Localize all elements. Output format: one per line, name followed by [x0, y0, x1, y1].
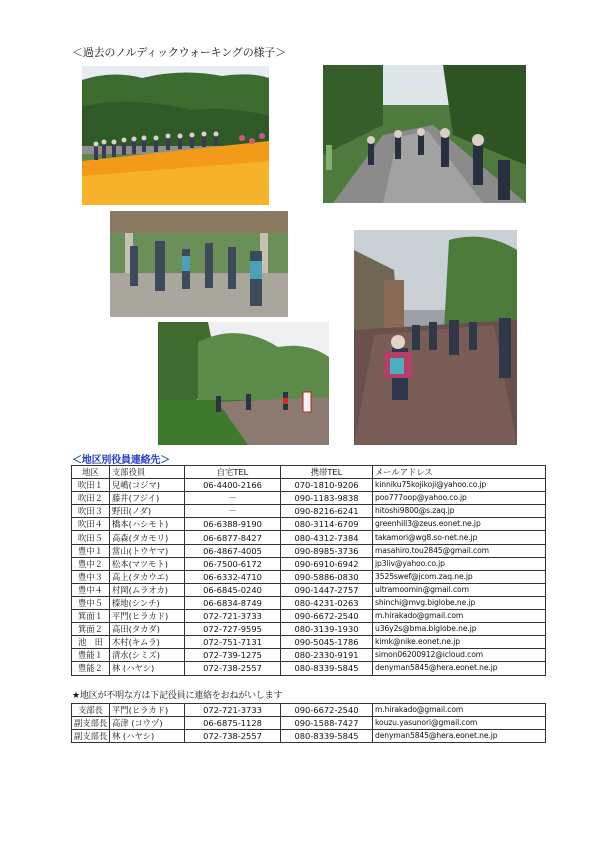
email-cell: kouzu.yasunori@gmail.com	[373, 717, 546, 730]
home-tel-cell: －	[185, 505, 281, 518]
email-cell: takamori@wg8.so-net.ne.jp	[373, 531, 546, 544]
home-tel-cell: 072-751-7131	[185, 636, 281, 649]
table-row	[72, 649, 546, 662]
header-email: メールアドレス	[373, 466, 546, 479]
home-tel-cell: 06-6875-1128	[185, 717, 281, 730]
home-tel-cell: 06-6845-0240	[185, 583, 281, 596]
mobile-tel-cell: 090-1588-7427	[281, 717, 373, 730]
mobile-tel-cell: 080-8339-5845	[281, 662, 373, 675]
table-row	[72, 479, 546, 492]
home-tel-cell: 06-7500-6172	[185, 557, 281, 570]
district-cell: 吹田４	[72, 518, 110, 531]
district-cell: 豊中４	[72, 583, 110, 596]
email-cell: jp3liv@yahoo.co.jp	[373, 557, 546, 570]
district-cell: 豊中５	[72, 596, 110, 609]
table-row	[72, 583, 546, 596]
mobile-tel-cell: 080-4312-7384	[281, 531, 373, 544]
mobile-tel-cell: 090-1447-2757	[281, 583, 373, 596]
email-cell: shinchi@mvg.biglobe.ne.jp	[373, 596, 546, 609]
officer-name-cell: 林 (ハヤシ)	[110, 730, 185, 743]
mobile-tel-cell: 080-8339-5845	[281, 730, 373, 743]
officer-name-cell: 野田(ノダ)	[110, 505, 185, 518]
email-cell: 3525swef@jcom.zaq.ne.jp	[373, 570, 546, 583]
mobile-tel-cell: 090-6910-6942	[281, 557, 373, 570]
header-district: 地区	[72, 466, 110, 479]
mobile-tel-cell: 090-8216-6241	[281, 505, 373, 518]
home-tel-cell: 072-738-2557	[185, 730, 281, 743]
district-cell: 箕面１	[72, 610, 110, 623]
officer-name-cell: 當山(トウヤマ)	[110, 544, 185, 557]
home-tel-cell: 072-721-3733	[185, 704, 281, 717]
table-header-row	[72, 466, 546, 479]
officer-name-cell: 高森(タカモリ)	[110, 531, 185, 544]
officer-name-cell: 木村(キムラ)	[110, 636, 185, 649]
photo-plaza-stretching	[110, 211, 288, 317]
photo-park-signboard	[158, 322, 329, 445]
contact-note: ★地区が不明な方は下記役員に連絡をおねがいします	[72, 691, 283, 701]
district-cell: 吹田５	[72, 531, 110, 544]
table-row	[72, 557, 546, 570]
officer-name-cell: 清水(シミズ)	[110, 649, 185, 662]
home-tel-cell: 072-739-1275	[185, 649, 281, 662]
district-cell: 吹田１	[72, 479, 110, 492]
email-cell: greenhill3@zeus.eonet.ne.jp	[373, 518, 546, 531]
mobile-tel-cell: 070-1810-9206	[281, 479, 373, 492]
table-row	[72, 636, 546, 649]
home-tel-cell: 072-721-3733	[185, 610, 281, 623]
email-cell: u36y2s@bma.biglobe.ne.jp	[373, 623, 546, 636]
photos-heading: ＜過去のノルディックウォーキングの様子＞	[72, 46, 286, 59]
mobile-tel-cell: 090-5045-1786	[281, 636, 373, 649]
table-row	[72, 662, 546, 675]
photo-forest-path-walk	[323, 65, 526, 203]
district-cell: 池 田	[72, 636, 110, 649]
officer-name-cell: 平門(ヒラカド)	[110, 704, 185, 717]
table-row	[72, 623, 546, 636]
officer-name-cell: 榛地(シンチ)	[110, 596, 185, 609]
table-row	[72, 730, 546, 743]
email-cell: masahiro.tou2845@gmail.com	[373, 544, 546, 557]
email-cell: hitoshi9800@s.zaq.jp	[373, 505, 546, 518]
table-row	[72, 531, 546, 544]
district-cell: 吹田３	[72, 505, 110, 518]
header-home-tel: 自宅TEL	[185, 466, 281, 479]
district-cell: 豊中１	[72, 544, 110, 557]
home-tel-cell: 06-6388-9190	[185, 518, 281, 531]
home-tel-cell: 06-6332-4710	[185, 570, 281, 583]
table-row	[72, 596, 546, 609]
officer-name-cell: 平門(ヒラカド)	[110, 610, 185, 623]
email-cell: denyman5845@hera.eonet.ne.jp	[373, 662, 546, 675]
district-cell: 豊能１	[72, 649, 110, 662]
home-tel-cell: 06-6877-8427	[185, 531, 281, 544]
mobile-tel-cell: 080-4231-0263	[281, 596, 373, 609]
table-row	[72, 505, 546, 518]
photo-backpack-walk	[354, 230, 517, 445]
officer-name-cell: 松本(マツモト)	[110, 557, 185, 570]
table-row	[72, 570, 546, 583]
email-cell: kinniku75kojikoji@yahoo.co.jp	[373, 479, 546, 492]
officer-name-cell: 兒嶋(コジマ)	[110, 479, 185, 492]
table-row	[72, 610, 546, 623]
district-contacts-table	[71, 465, 546, 676]
district-cell: 箕面２	[72, 623, 110, 636]
officer-name-cell: 村岡(ムラオカ)	[110, 583, 185, 596]
district-cell: 豊中３	[72, 570, 110, 583]
email-cell: simon06200912@icloud.com	[373, 649, 546, 662]
mobile-tel-cell: 090-5886-0830	[281, 570, 373, 583]
email-cell: ultramoomin@gmail.com	[373, 583, 546, 596]
officer-name-cell: 高津 (コウヅ)	[110, 717, 185, 730]
mobile-tel-cell: 090-6672-2540	[281, 610, 373, 623]
email-cell: denyman5845@hera.eonet.ne.jp	[373, 730, 546, 743]
header-officer: 支部役員	[110, 466, 185, 479]
mobile-tel-cell: 090-8985-3736	[281, 544, 373, 557]
home-tel-cell: 06-4400-2166	[185, 479, 281, 492]
email-cell: poo777oop@yahoo.co.jp	[373, 492, 546, 505]
officer-name-cell: 林 (ハヤシ)	[110, 662, 185, 675]
email-cell: m.hirakado@gmail.com	[373, 610, 546, 623]
officer-name-cell: 橋本(ハシモト)	[110, 518, 185, 531]
district-cell: 副支部長	[72, 717, 110, 730]
email-cell: kimk@nike.eonet.ne.jp	[373, 636, 546, 649]
mobile-tel-cell: 090-6672-2540	[281, 704, 373, 717]
district-cell: 豊中２	[72, 557, 110, 570]
officer-name-cell: 高上(タカウエ)	[110, 570, 185, 583]
officer-name-cell: 藤井(フジイ)	[110, 492, 185, 505]
table-row	[72, 704, 546, 717]
table-row	[72, 518, 546, 531]
mobile-tel-cell: 080-3139-1930	[281, 623, 373, 636]
officer-name-cell: 高田(タカダ)	[110, 623, 185, 636]
table-row	[72, 544, 546, 557]
home-tel-cell: 06-4867-4005	[185, 544, 281, 557]
home-tel-cell: 072-738-2557	[185, 662, 281, 675]
email-cell: m.hirakado@gmail.com	[373, 704, 546, 717]
contacts-title: ＜地区別役員連絡先＞	[72, 455, 170, 466]
home-tel-cell: 072-727-9595	[185, 623, 281, 636]
header-mobile-tel: 携帯TEL	[281, 466, 373, 479]
mobile-tel-cell: 080-2330-9191	[281, 649, 373, 662]
district-cell: 支部長	[72, 704, 110, 717]
district-cell: 豊能２	[72, 662, 110, 675]
district-cell: 副支部長	[72, 730, 110, 743]
mobile-tel-cell: 090-1183-9838	[281, 492, 373, 505]
home-tel-cell: 06-6834-8749	[185, 596, 281, 609]
photo-flower-field-walk	[82, 66, 269, 205]
mobile-tel-cell: 080-3114-6709	[281, 518, 373, 531]
home-tel-cell: －	[185, 492, 281, 505]
table-row	[72, 717, 546, 730]
table-row	[72, 492, 546, 505]
district-cell: 吹田２	[72, 492, 110, 505]
officers-table	[71, 703, 546, 743]
